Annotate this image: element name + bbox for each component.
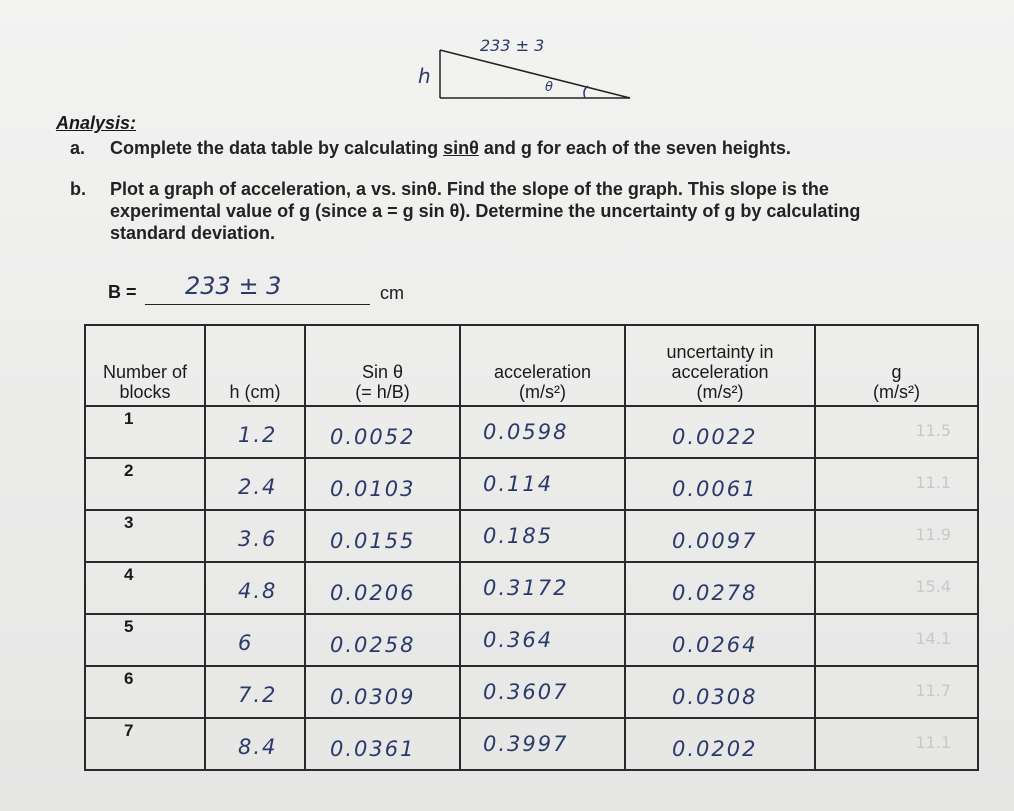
instruction-a-end: for each of the seven heights. <box>531 138 791 158</box>
cell-sin[interactable]: 0.0361 <box>305 718 460 770</box>
b-field-unit: cm <box>380 283 404 303</box>
table-header-row <box>85 325 978 406</box>
cell-acceleration[interactable]: 0.3172 <box>460 562 625 614</box>
cell-blocks: 2 <box>85 458 205 510</box>
b-field-label: B = <box>108 282 137 302</box>
cell-g[interactable]: 11.1 <box>815 458 978 510</box>
instruction-b-line3: standard deviation. <box>110 223 276 243</box>
cell-blocks: 6 <box>85 666 205 718</box>
cell-uncertainty[interactable]: 0.0278 <box>625 562 815 614</box>
cell-uncertainty[interactable]: 0.0264 <box>625 614 815 666</box>
header-blocks: Number of blocks <box>85 325 205 406</box>
table-row <box>85 406 978 458</box>
table-row <box>85 666 978 718</box>
cell-blocks: 1 <box>85 406 205 458</box>
cell-g[interactable]: 11.7 <box>815 666 978 718</box>
table-row <box>85 562 978 614</box>
instruction-a <box>70 137 791 159</box>
cell-acceleration[interactable]: 0.3997 <box>460 718 625 770</box>
cell-h[interactable]: 1.2 <box>205 406 305 458</box>
cell-acceleration[interactable]: 0.3607 <box>460 666 625 718</box>
cell-g[interactable]: 11.5 <box>815 406 978 458</box>
cell-uncertainty[interactable]: 0.0308 <box>625 666 815 718</box>
instruction-b-line1: Plot a graph of acceleration, a vs. sinθ. Find the slope of the graph. This slope is the <box>110 179 829 199</box>
cell-h[interactable]: 3.6 <box>205 510 305 562</box>
cell-blocks: 7 <box>85 718 205 770</box>
cell-h[interactable]: 8.4 <box>205 718 305 770</box>
cell-acceleration[interactable]: 0.185 <box>460 510 625 562</box>
cell-sin[interactable]: 0.0155 <box>305 510 460 562</box>
cell-uncertainty[interactable]: 0.0022 <box>625 406 815 458</box>
cell-uncertainty[interactable]: 0.0202 <box>625 718 815 770</box>
cell-acceleration[interactable]: 0.0598 <box>460 406 625 458</box>
instruction-b-line2: experimental value of g (since a = g sin θ). Determine the uncertainty of g by calculating <box>110 201 861 221</box>
cell-sin[interactable]: 0.0052 <box>305 406 460 458</box>
table-row <box>85 458 978 510</box>
analysis-heading: Analysis: <box>56 113 137 133</box>
cell-g[interactable]: 11.1 <box>815 718 978 770</box>
instruction-b <box>70 178 990 244</box>
cell-blocks: 5 <box>85 614 205 666</box>
table-row <box>85 614 978 666</box>
item-b-marker: b. <box>70 179 86 199</box>
cell-sin[interactable]: 0.0103 <box>305 458 460 510</box>
b-field-value[interactable]: 233 ± 3 <box>185 272 282 300</box>
angle-label: θ <box>545 80 553 95</box>
g-term: g <box>520 138 532 158</box>
table-row <box>85 510 978 562</box>
header-uncertainty: uncertainty in acceleration (m/s²) <box>625 325 815 406</box>
header-acceleration: acceleration (m/s²) <box>460 325 625 406</box>
cell-blocks: 4 <box>85 562 205 614</box>
header-h: h (cm) <box>205 325 305 406</box>
header-sin: Sin θ (= h/B) <box>305 325 460 406</box>
cell-h[interactable]: 6 <box>205 614 305 666</box>
height-label: h <box>418 64 431 88</box>
cell-blocks: 3 <box>85 510 205 562</box>
cell-g[interactable]: 11.9 <box>815 510 978 562</box>
incline-diagram <box>410 30 650 110</box>
header-g: g (m/s²) <box>815 325 978 406</box>
b-field-underline <box>145 304 370 305</box>
cell-uncertainty[interactable]: 0.0097 <box>625 510 815 562</box>
hypotenuse-label: 233 ± 3 <box>480 36 545 55</box>
cell-g[interactable]: 14.1 <box>815 614 978 666</box>
item-a-marker: a. <box>70 138 86 158</box>
cell-acceleration[interactable]: 0.364 <box>460 614 625 666</box>
cell-uncertainty[interactable]: 0.0061 <box>625 458 815 510</box>
data-table <box>84 324 979 771</box>
sin-term: sinθ <box>443 138 479 158</box>
cell-h[interactable]: 4.8 <box>205 562 305 614</box>
cell-acceleration[interactable]: 0.114 <box>460 458 625 510</box>
cell-g[interactable]: 15.4 <box>815 562 978 614</box>
instruction-a-and: and <box>478 138 521 158</box>
table-row <box>85 718 978 770</box>
cell-h[interactable]: 2.4 <box>205 458 305 510</box>
cell-sin[interactable]: 0.0258 <box>305 614 460 666</box>
instruction-a-text: Complete the data table by calculating <box>110 138 444 158</box>
cell-sin[interactable]: 0.0309 <box>305 666 460 718</box>
cell-sin[interactable]: 0.0206 <box>305 562 460 614</box>
cell-h[interactable]: 7.2 <box>205 666 305 718</box>
